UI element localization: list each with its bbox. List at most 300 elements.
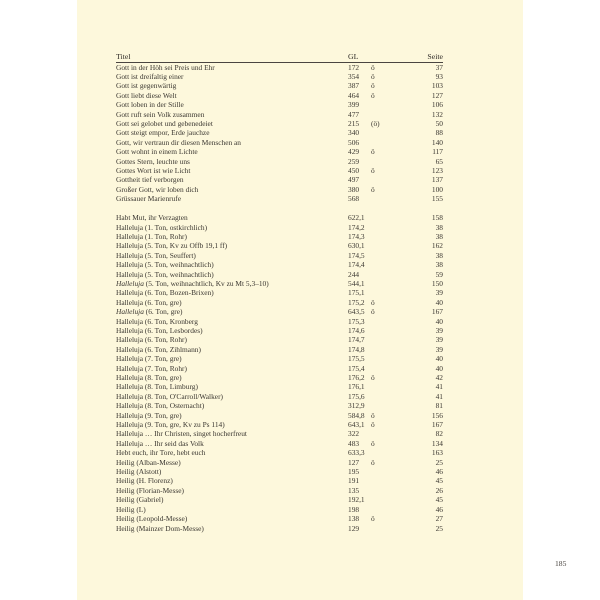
cell-seite: 37 [435, 62, 443, 72]
cell-gl [348, 392, 404, 401]
gl-number: 176,1 [348, 382, 365, 392]
cell-seite: 100 [431, 184, 443, 194]
cell-title [116, 288, 348, 297]
title-text: Gottes Wort ist wie Licht [116, 166, 191, 176]
cell-title [116, 241, 348, 250]
cell-gl [348, 100, 404, 109]
cell-title [116, 223, 348, 232]
cell-title [116, 232, 348, 241]
table-row [116, 175, 443, 184]
oecumenical-mark: ö [371, 410, 375, 420]
oecumenical-mark: ö [371, 307, 375, 317]
table-row [116, 100, 443, 109]
cell-seite: 40 [435, 297, 443, 307]
cell-gl [348, 119, 404, 128]
cell-title [116, 354, 348, 363]
title-text: Gott wohnt in einem Lichte [116, 147, 198, 157]
cell-gl [348, 232, 404, 241]
cell-seite: 45 [435, 495, 443, 505]
table-row [116, 476, 443, 485]
gl-number: 174,8 [348, 344, 365, 354]
cell-gl [348, 467, 404, 476]
table-row [116, 147, 443, 156]
title-text: Großer Gott, wir loben dich [116, 184, 199, 194]
cell-gl [348, 401, 404, 410]
gl-number: 387 [348, 81, 360, 91]
oecumenical-mark: ö [371, 420, 375, 430]
oecumenical-mark: ö [371, 81, 375, 91]
gl-number: 584,8 [348, 410, 365, 420]
cell-seite: 158 [431, 213, 443, 223]
table-row [116, 524, 443, 533]
title-text: Halleluja (5. Ton, weihnachtlich) [116, 269, 214, 279]
table-row [116, 326, 443, 335]
table-row [116, 429, 443, 438]
cell-title [116, 411, 348, 420]
cell-gl [348, 298, 404, 307]
title-text: Hebt euch, ihr Tore, hebt euch [116, 448, 206, 458]
table-row [116, 91, 443, 100]
gl-number: 174,6 [348, 325, 365, 335]
cell-seite: 39 [435, 335, 443, 345]
title-text: Halleluja (1. Ton, ostkirchlich) [116, 222, 208, 232]
title-text: Gottheit tief verborgen [116, 175, 184, 185]
table-row [116, 345, 443, 354]
cell-seite: 132 [431, 109, 443, 119]
cell-gl [348, 157, 404, 166]
title-text: Gott, wir vertraun dir diesen Menschen an [116, 137, 241, 147]
cell-gl [348, 486, 404, 495]
oecumenical-mark: ö [371, 72, 375, 81]
cell-seite: 39 [435, 325, 443, 335]
table-row [116, 63, 443, 72]
oecumenical-mark: (ö) [371, 119, 380, 129]
gl-number: 506 [348, 137, 360, 147]
title-text: Gott steigt empor, Erde jauchze [116, 128, 210, 138]
gl-number: 174,7 [348, 335, 365, 345]
table-row [116, 213, 443, 222]
cell-title [116, 505, 348, 514]
gl-number: 192,1 [348, 495, 365, 505]
table-row [116, 354, 443, 363]
cell-title [116, 270, 348, 279]
header-title: Titel [116, 52, 131, 61]
cell-gl [348, 476, 404, 485]
cell-title [116, 194, 348, 203]
cell-title [116, 157, 348, 166]
title-text: Gottes Stern, leuchte uns [116, 156, 190, 166]
cell-seite: 137 [431, 175, 443, 185]
title-text: Halleluja … Ihr Christen, singet hocherfreut [116, 429, 247, 439]
table-row [116, 467, 443, 476]
gl-number: 312,9 [348, 401, 365, 411]
cell-gl [348, 514, 404, 523]
cell-seite: 123 [431, 166, 443, 176]
oecumenical-mark: ö [371, 184, 375, 194]
cell-title [116, 420, 348, 429]
table-row [116, 72, 443, 81]
gl-number: 175,1 [348, 288, 365, 298]
oecumenical-mark: ö [371, 147, 375, 157]
index-table [116, 52, 443, 533]
gl-number: 497 [348, 175, 360, 185]
cell-title [116, 72, 348, 81]
title-text: Halleluja (6. Ton, Lesbordes) [116, 325, 203, 335]
cell-title [116, 128, 348, 137]
cell-seite: 38 [435, 250, 443, 260]
cell-seite: 41 [435, 382, 443, 392]
header-seite: Seite [427, 52, 443, 61]
cell-seite: 162 [431, 241, 443, 251]
title-text: Gott in der Höh sei Preis und Ehr [116, 62, 215, 72]
table-row [116, 81, 443, 90]
cell-title [116, 373, 348, 382]
cell-seite: 25 [435, 523, 443, 533]
gl-number: 174,2 [348, 222, 365, 232]
gl-number: 191 [348, 476, 360, 486]
cell-title [116, 63, 348, 72]
cell-gl [348, 185, 404, 194]
cell-gl [348, 354, 404, 363]
cell-seite: 40 [435, 316, 443, 326]
page-number: 185 [555, 559, 567, 568]
table-row [116, 157, 443, 166]
gl-number: 175,3 [348, 316, 365, 326]
table-row [116, 288, 443, 297]
cell-seite: 46 [435, 467, 443, 477]
cell-gl [348, 524, 404, 533]
cell-title [116, 298, 348, 307]
cell-title [116, 100, 348, 109]
gl-number: 399 [348, 100, 360, 110]
table-row [116, 307, 443, 316]
table-row [116, 251, 443, 260]
cell-gl [348, 458, 404, 467]
cell-title [116, 514, 348, 523]
gl-number: 174,5 [348, 250, 365, 260]
cell-title [116, 119, 348, 128]
cell-gl [348, 373, 404, 382]
cell-seite: 88 [435, 128, 443, 138]
gl-number: 544,1 [348, 278, 365, 288]
cell-title [116, 476, 348, 485]
title-text: (5. Ton, weihnachtlich, Kv zu Mt 5,3–10) [143, 278, 269, 288]
gl-number: 127 [348, 457, 360, 467]
cell-title [116, 495, 348, 504]
title-text: Heilig (Alstott) [116, 467, 162, 477]
table-row [116, 495, 443, 504]
cell-title [116, 439, 348, 448]
title-text: Gott ist gegenwärtig [116, 81, 177, 91]
cell-title [116, 213, 348, 222]
cell-title [116, 175, 348, 184]
table-row [116, 505, 443, 514]
table-row [116, 232, 443, 241]
title-text: Halleluja (8. Ton, O'Carroll/Walker) [116, 391, 224, 401]
cell-title [116, 458, 348, 467]
cell-gl [348, 213, 404, 222]
table-row [116, 486, 443, 495]
gl-number: 175,5 [348, 354, 365, 364]
title-text: Heilig (Mainzer Dom-Messe) [116, 523, 204, 533]
gl-number: 175,6 [348, 391, 365, 401]
cell-gl [348, 429, 404, 438]
gl-number: 172 [348, 62, 360, 72]
gl-number: 259 [348, 156, 360, 166]
table-row [116, 364, 443, 373]
table-row [116, 185, 443, 194]
cell-seite: 156 [431, 410, 443, 420]
gl-number: 622,1 [348, 213, 365, 223]
title-italic: Halleluja [116, 307, 144, 317]
cell-title [116, 382, 348, 391]
cell-seite: 106 [431, 100, 443, 110]
oecumenical-mark: ö [371, 514, 375, 524]
cell-gl [348, 166, 404, 175]
cell-title [116, 401, 348, 410]
gl-number: 450 [348, 166, 360, 176]
title-text: Heilig (Leopold-Messe) [116, 514, 188, 524]
table-row [116, 448, 443, 457]
cell-title [116, 429, 348, 438]
gl-number: 643,1 [348, 420, 365, 430]
gl-number: 643,5 [348, 307, 365, 317]
cell-gl [348, 270, 404, 279]
cell-seite: 65 [435, 156, 443, 166]
cell-seite: 50 [435, 119, 443, 129]
cell-title [116, 326, 348, 335]
cell-seite: 27 [435, 514, 443, 524]
cell-gl [348, 251, 404, 260]
gl-number: 380 [348, 184, 360, 194]
gl-number: 135 [348, 485, 360, 495]
gl-number: 176,2 [348, 373, 365, 382]
title-text: Halleluja (9. Ton, gre) [116, 410, 182, 420]
cell-seite: 42 [435, 373, 443, 382]
title-text: Halleluja (6. Ton, Kronberg [116, 316, 198, 326]
cell-title [116, 147, 348, 156]
cell-title [116, 260, 348, 269]
cell-title [116, 138, 348, 147]
cell-seite: 155 [431, 194, 443, 204]
title-text: Heilig (Alban-Messe) [116, 457, 181, 467]
cell-seite: 38 [435, 260, 443, 270]
cell-seite: 82 [435, 429, 443, 439]
cell-seite: 40 [435, 363, 443, 373]
gl-number: 174,3 [348, 231, 365, 241]
cell-seite: 163 [431, 448, 443, 458]
gl-number: 129 [348, 523, 360, 533]
cell-seite: 81 [435, 401, 443, 411]
cell-gl [348, 63, 404, 72]
oecumenical-mark: ö [371, 373, 375, 382]
cell-gl [348, 223, 404, 232]
table-row [116, 439, 443, 448]
title-text: Gott loben in der Stille [116, 100, 184, 110]
gl-number: 175,4 [348, 363, 365, 373]
title-text: Halleluja (9. Ton, gre, Kv zu Ps 114) [116, 420, 225, 430]
title-text: Grüssauer Marienrufe [116, 194, 182, 204]
cell-gl [348, 505, 404, 514]
oecumenical-mark: ö [371, 90, 375, 100]
table-row [116, 241, 443, 250]
gl-number: 340 [348, 128, 360, 138]
table-row [116, 110, 443, 119]
section-gap [116, 204, 443, 213]
table-body [116, 63, 443, 533]
oecumenical-mark: ö [371, 438, 375, 448]
table-row [116, 401, 443, 410]
title-text: Halleluja (7. Ton, gre) [116, 354, 182, 364]
gl-number: 244 [348, 269, 360, 279]
cell-title [116, 307, 348, 316]
cell-gl [348, 175, 404, 184]
cell-gl [348, 147, 404, 156]
cell-gl [348, 317, 404, 326]
cell-gl [348, 345, 404, 354]
cell-title [116, 185, 348, 194]
gl-number: 568 [348, 194, 360, 204]
table-row [116, 411, 443, 420]
cell-seite: 38 [435, 231, 443, 241]
title-text: Halleluja (5. Ton, weihnachtlich) [116, 260, 214, 270]
cell-gl [348, 138, 404, 147]
table-row [116, 138, 443, 147]
cell-title [116, 392, 348, 401]
cell-gl [348, 279, 404, 288]
oecumenical-mark: ö [371, 166, 375, 176]
cell-title [116, 335, 348, 344]
cell-gl [348, 110, 404, 119]
gl-number: 174,4 [348, 260, 365, 270]
gl-number: 630,1 [348, 241, 365, 251]
title-text: Halleluja (1. Ton, Rohr) [116, 231, 187, 241]
cell-title [116, 467, 348, 476]
cell-seite: 41 [435, 391, 443, 401]
table-row [116, 194, 443, 203]
cell-gl [348, 241, 404, 250]
title-text: Gott liebt diese Welt [116, 90, 177, 100]
cell-seite: 93 [435, 72, 443, 81]
cell-gl [348, 81, 404, 90]
table-row [116, 392, 443, 401]
cell-gl [348, 307, 404, 316]
cell-seite: 127 [431, 90, 443, 100]
table-row [116, 270, 443, 279]
cell-gl [348, 326, 404, 335]
cell-title [116, 317, 348, 326]
cell-seite: 167 [431, 307, 443, 317]
title-text: Heilig (Florian-Messe) [116, 485, 184, 495]
title-text: Halleluja (5. Ton, Seuffert) [116, 250, 196, 260]
table-row [116, 298, 443, 307]
table-row [116, 458, 443, 467]
table-row [116, 260, 443, 269]
gl-number: 429 [348, 147, 360, 157]
table-row [116, 128, 443, 137]
title-text: Halleluja (6. Ton, gre) [116, 297, 182, 307]
cell-title [116, 486, 348, 495]
cell-gl [348, 495, 404, 504]
title-text: Halleluja … Ihr seid das Volk [116, 438, 204, 448]
cell-gl [348, 411, 404, 420]
title-text: Halleluja (6. Ton, Rohr) [116, 335, 187, 345]
table-row [116, 373, 443, 382]
cell-gl [348, 194, 404, 203]
title-text: Halleluja (6. Ton, Zihlmann) [116, 344, 201, 354]
title-text: Heilig (H. Florenz) [116, 476, 173, 486]
title-text: Halleluja (6. Ton, Bozen-Brixen) [116, 288, 214, 298]
table-row [116, 382, 443, 391]
cell-gl [348, 420, 404, 429]
cell-title [116, 166, 348, 175]
cell-seite: 39 [435, 344, 443, 354]
cell-seite: 167 [431, 420, 443, 430]
cell-seite: 39 [435, 288, 443, 298]
cell-gl [348, 260, 404, 269]
oecumenical-mark: ö [371, 457, 375, 467]
cell-gl [348, 439, 404, 448]
title-text: Halleluja (8. Ton, gre) [116, 373, 182, 382]
cell-title [116, 91, 348, 100]
table-row [116, 279, 443, 288]
cell-seite: 140 [431, 137, 443, 147]
cell-gl [348, 382, 404, 391]
cell-seite: 46 [435, 504, 443, 514]
gl-number: 195 [348, 467, 360, 477]
cell-seite: 26 [435, 485, 443, 495]
gl-number: 354 [348, 72, 360, 81]
gl-number: 633,3 [348, 448, 365, 458]
cell-title [116, 81, 348, 90]
cell-seite: 103 [431, 81, 443, 91]
title-text: Halleluja (7. Ton, Rohr) [116, 363, 187, 373]
cell-seite: 40 [435, 354, 443, 364]
title-text: Halleluja (8. Ton, Limburg) [116, 382, 198, 392]
cell-title [116, 251, 348, 260]
oecumenical-mark: ö [371, 297, 375, 307]
cell-gl [348, 335, 404, 344]
table-row [116, 317, 443, 326]
cell-gl [348, 288, 404, 297]
table-row [116, 166, 443, 175]
table-row [116, 514, 443, 523]
cell-gl [348, 364, 404, 373]
gl-number: 138 [348, 514, 360, 524]
document-page [77, 0, 567, 600]
cell-seite: 38 [435, 222, 443, 232]
header-gl: GL [348, 52, 359, 61]
cell-seite: 59 [435, 269, 443, 279]
table-header [116, 52, 443, 63]
cell-title [116, 345, 348, 354]
gl-number: 322 [348, 429, 360, 439]
table-row [116, 335, 443, 344]
title-text: Heilig (L) [116, 504, 146, 514]
gl-number: 175,2 [348, 297, 365, 307]
cell-seite: 25 [435, 457, 443, 467]
cell-gl [348, 128, 404, 137]
cell-gl [348, 91, 404, 100]
gl-number: 483 [348, 438, 360, 448]
gl-number: 198 [348, 504, 360, 514]
title-text: Gott ist dreifaltig einer [116, 72, 184, 81]
title-text: Halleluja (5. Ton, Kv zu Offb 19,1 ff) [116, 241, 228, 251]
title-italic: Halleluja [116, 278, 144, 288]
table-row [116, 420, 443, 429]
cell-seite: 117 [432, 147, 443, 157]
gl-number: 464 [348, 90, 360, 100]
